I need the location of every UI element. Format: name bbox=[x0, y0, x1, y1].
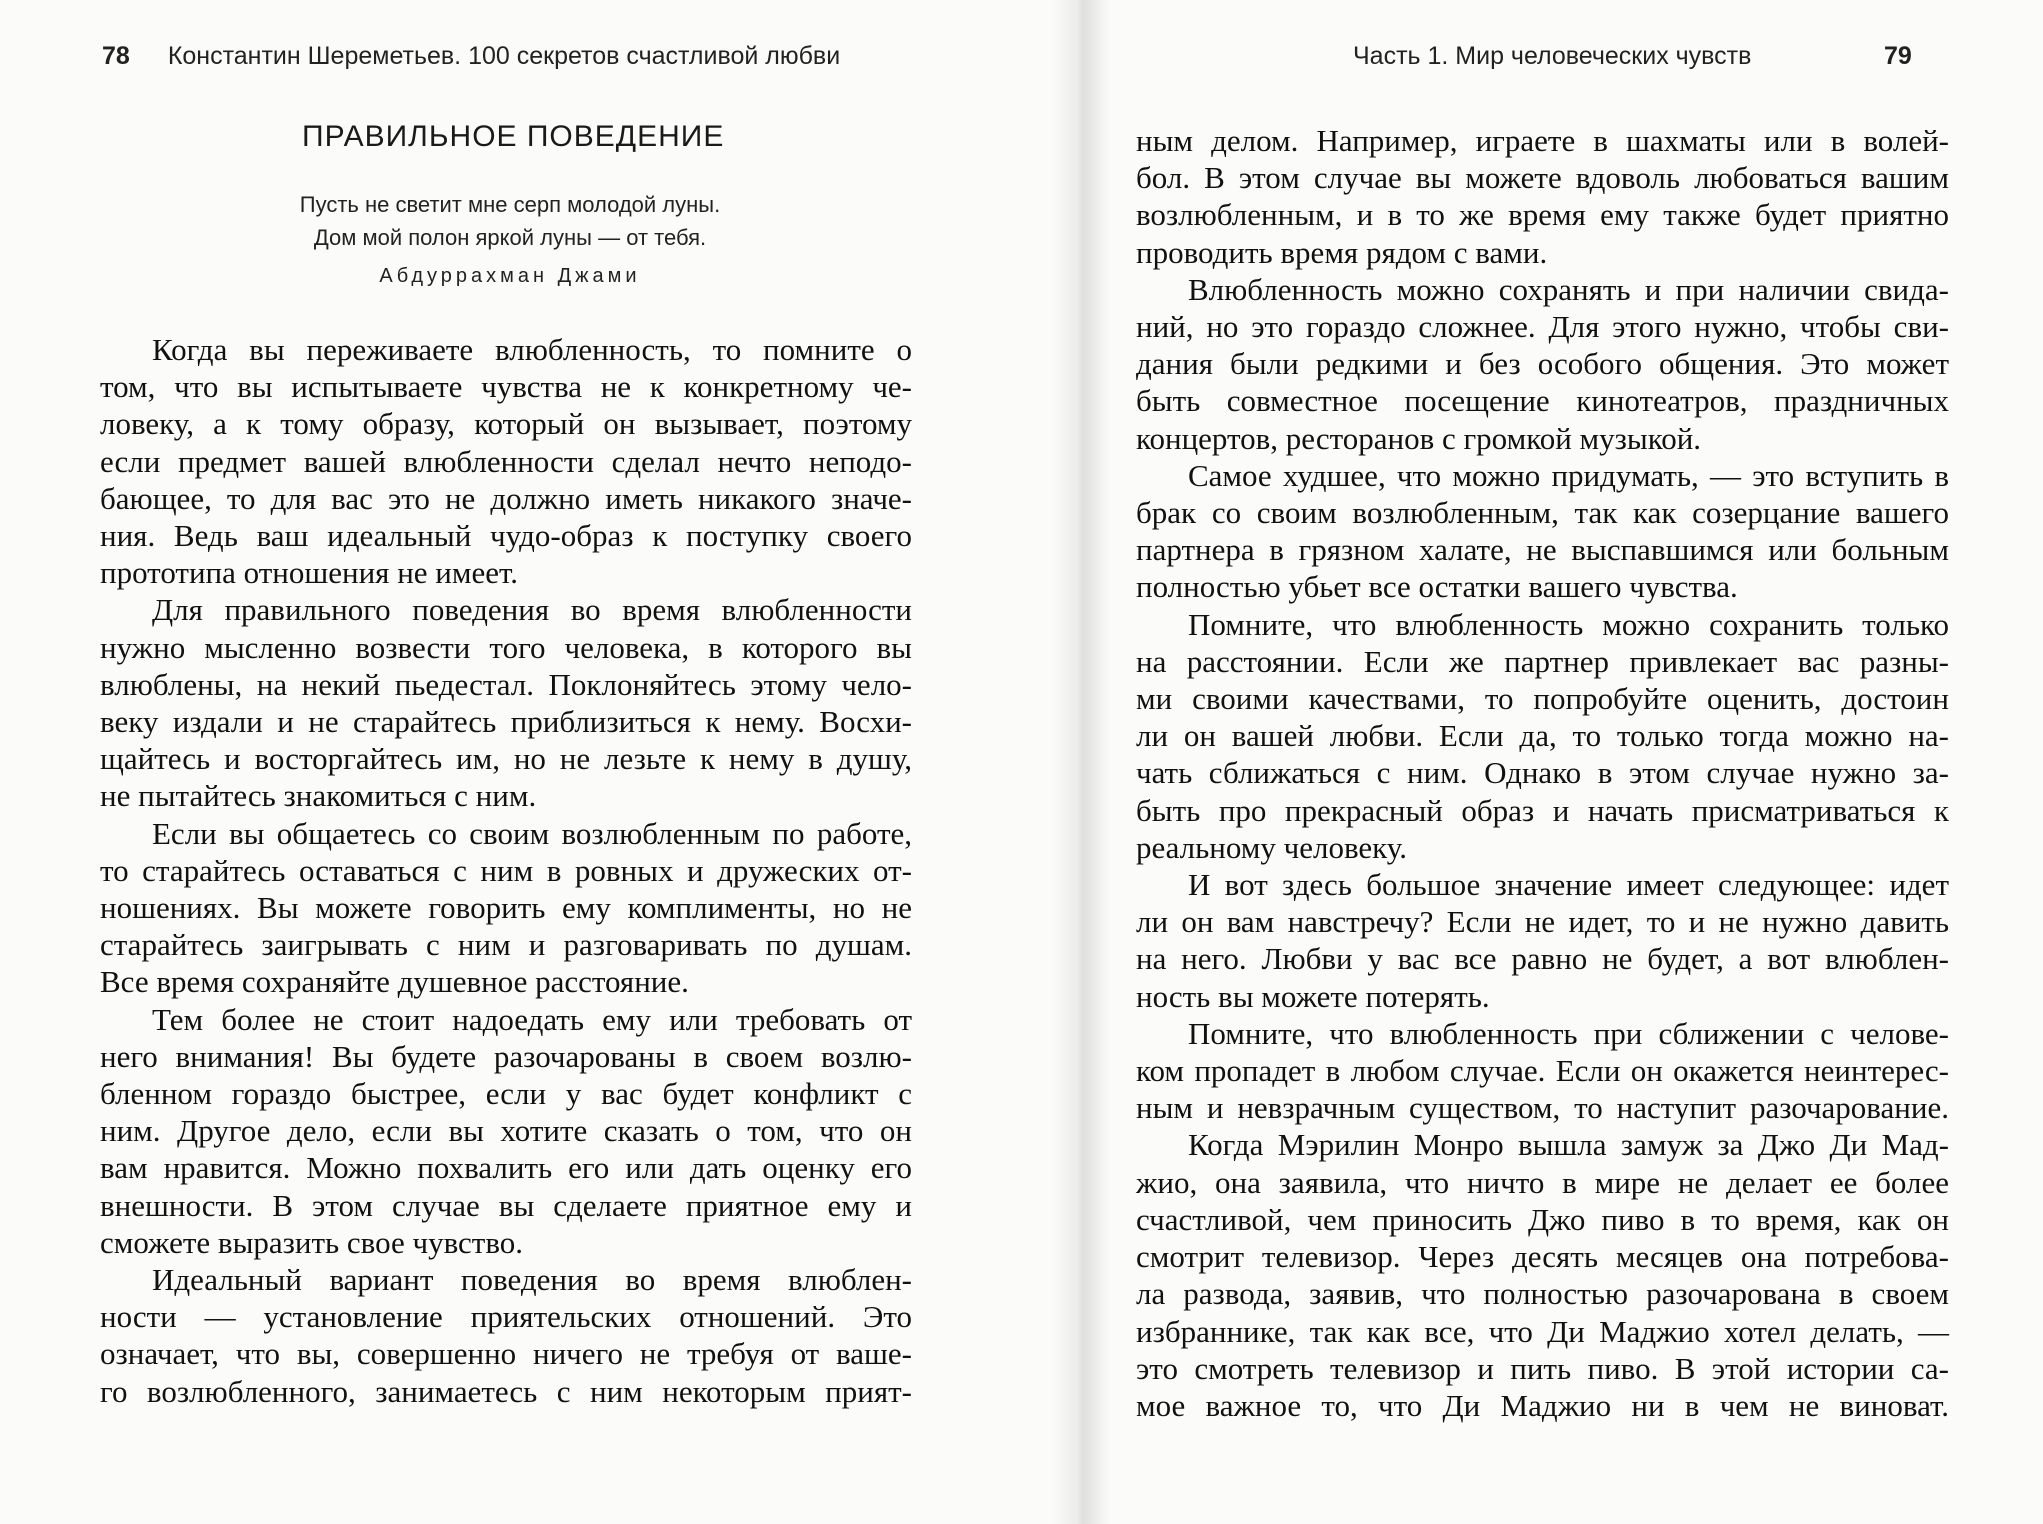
left-body-text bbox=[100, 331, 912, 1410]
text-line: то старайтесь оставаться с ним в ровных и дружеских от- bbox=[100, 852, 912, 888]
text-line: быть совместное посещение кинотеатров, праздничных bbox=[1136, 383, 1949, 419]
text-line: жио, она заявила, что ничто в мире не делает ее более bbox=[1136, 1164, 1949, 1200]
section-title: ПРАВИЛЬНОЕ ПОВЕДЕНИЕ bbox=[302, 120, 725, 153]
text-line: ком пропадет в любом случае. Если он окажется неинтерес- bbox=[1136, 1053, 1949, 1089]
text-line: бленном гораздо быстрее, если у вас будет конфликт с bbox=[100, 1076, 912, 1112]
text-line: Идеальный вариант поведения во время влюблен- bbox=[152, 1262, 912, 1298]
text-line: щайтесь и восторгайтесь им, но не лезьте к нему в душу, bbox=[100, 741, 912, 777]
text-line: означает, что вы, совершенно ничего не требуя от ваше- bbox=[100, 1336, 912, 1372]
text-line: чать сближаться с ним. Однако в этом случае нужно за- bbox=[1136, 755, 1949, 791]
text-line: смотрит телевизор. Через десять месяцев она потребова- bbox=[1136, 1239, 1949, 1275]
text-line: том, что вы испытываете чувства не к конкретному че- bbox=[100, 369, 912, 405]
text-line: мое важное то, что Ди Маджио ни в чем не виноват. bbox=[1136, 1387, 1949, 1423]
text-line: влюблены, на некий пьедестал. Поклоняйтесь этому чело- bbox=[100, 666, 912, 702]
text-line: нужно мысленно возвести того человека, в которого вы bbox=[100, 629, 912, 665]
text-line: счастливой, чем приносить Джо пиво в то время, как он bbox=[1136, 1201, 1949, 1237]
text-line: дания были редкими и без особого общения. Это может bbox=[1136, 346, 1949, 382]
text-line: ния. Ведь ваш идеальный чудо-образ к поступку своего bbox=[100, 518, 912, 554]
text-line: на него. Любви у вас все равно не будет, а вот влюблен- bbox=[1136, 941, 1949, 977]
epigraph bbox=[230, 188, 790, 293]
text-line: концертов, ресторанов с громкой музыкой. bbox=[1136, 420, 1702, 456]
text-line: ловеку, а к тому образу, который он вызывает, поэтому bbox=[100, 406, 912, 442]
epigraph-line-2: Дом мой полон яркой луны — от тебя. bbox=[313, 225, 707, 250]
text-line: партнера в грязном халате, не выспавшимся или больным bbox=[1136, 532, 1949, 568]
text-line: ли он вашей любви. Если да, то только тогда можно на- bbox=[1136, 718, 1949, 754]
text-line: ми своими качествами, то попробуйте оценить, достоин bbox=[1136, 681, 1949, 717]
epigraph-author: Абдуррахман Джами bbox=[379, 265, 641, 287]
text-line: бол. В этом случае вы можете вдоволь любоваться вашим bbox=[1136, 160, 1949, 196]
text-line: ла развода, заявив, что полностью разочарована в своем bbox=[1136, 1276, 1949, 1312]
left-page-number: 78 bbox=[102, 42, 130, 70]
text-line: ным и невзрачным существом, то наступит разочарование. bbox=[1136, 1090, 1949, 1126]
text-line: Помните, что влюбленность можно сохранить только bbox=[1188, 606, 1949, 642]
right-body-text bbox=[1136, 122, 1949, 1424]
text-line: брак со своим возлюбленным, так как созерцание вашего bbox=[1136, 495, 1949, 531]
text-line: если предмет вашей влюбленности сделал нечто неподо- bbox=[100, 443, 912, 479]
text-line: Когда Мэрилин Монро вышла замуж за Джо Ди Мад- bbox=[1188, 1127, 1949, 1163]
text-line: проводить время рядом с вами. bbox=[1136, 234, 1548, 270]
epigraph-line-1: Пусть не светит мне серп молодой луны. bbox=[299, 192, 721, 217]
text-line: на расстоянии. Если же партнер привлекает вас разны- bbox=[1136, 643, 1949, 679]
text-line: вам нравится. Можно похвалить его или дать оценку его bbox=[100, 1150, 912, 1186]
text-line: ним. Другое дело, если вы хотите сказать о том, что он bbox=[100, 1113, 912, 1149]
text-line: реальному человеку. bbox=[1136, 829, 1407, 865]
text-line: ли он вам навстречу? Если не идет, то и не нужно давить bbox=[1136, 904, 1949, 940]
text-line: не пытайтесь знакомиться с ним. bbox=[100, 778, 537, 814]
text-line: возлюбленным, и в то же время ему также будет приятно bbox=[1136, 197, 1949, 233]
text-line: Когда вы переживаете влюбленность, то помните о bbox=[152, 332, 912, 367]
text-line: него внимания! Вы будете разочарованы в своем возлю- bbox=[100, 1038, 912, 1074]
text-line: это смотреть телевизор и пить пиво. В этой истории са- bbox=[1136, 1350, 1949, 1386]
text-line: быть про прекрасный образ и начать присматриваться к bbox=[1136, 792, 1949, 828]
text-line: ность вы можете потерять. bbox=[1136, 978, 1490, 1014]
text-line: И вот здесь большое значение имеет следующее: идет bbox=[1188, 867, 1949, 903]
left-running-head bbox=[102, 42, 840, 71]
text-line: ношениях. Вы можете говорить ему комплименты, но не bbox=[100, 890, 912, 926]
text-line: Влюбленность можно сохранять и при наличии свида- bbox=[1188, 271, 1949, 307]
text-line: внешности. В этом случае вы сделаете приятное ему и bbox=[100, 1187, 912, 1223]
text-line: избраннике, так как все, что Ди Маджио хотел делать, — bbox=[1136, 1313, 1949, 1349]
text-line: полностью убьет все остатки вашего чувства. bbox=[1136, 569, 1738, 605]
text-line: прототипа отношения не имеет. bbox=[100, 555, 518, 591]
right-running-head bbox=[1884, 42, 1912, 71]
text-line: го возлюбленного, занимаетесь с ним некоторым прият- bbox=[100, 1373, 912, 1409]
text-line: ний, но это гораздо сложнее. Для этого нужно, чтобы сви- bbox=[1136, 309, 1949, 345]
text-line: Тем более не стоит надоедать ему или требовать от bbox=[152, 1001, 912, 1037]
text-line: Для правильного поведения во время влюбленности bbox=[152, 592, 912, 628]
text-line: сможете выразить свое чувство. bbox=[100, 1224, 524, 1260]
text-line: бающее, то для вас это не должно иметь никакого значе- bbox=[100, 480, 912, 516]
text-line: старайтесь заигрывать с ним и разговаривать по душам. bbox=[100, 927, 912, 963]
text-line: ности — установление приятельских отношений. Это bbox=[100, 1299, 912, 1335]
text-line: Помните, что влюбленность при сближении с челове- bbox=[1188, 1015, 1949, 1051]
text-line: Если вы общаетесь со своим возлюбленным по работе, bbox=[152, 815, 912, 851]
text-line: ным делом. Например, играете в шахматы или в волей- bbox=[1136, 123, 1949, 158]
text-line: Все время сохраняйте душевное расстояние. bbox=[100, 964, 689, 1000]
right-running-head-text: Часть 1. Мир человеческих чувств bbox=[1353, 42, 1752, 70]
right-page-number: 79 bbox=[1884, 42, 1912, 70]
text-line: Самое худшее, что можно придумать, — это вступить в bbox=[1188, 457, 1949, 493]
right-page bbox=[1080, 0, 2043, 1524]
left-running-head-text: Константин Шереметьев. 100 секретов счастливой любви bbox=[167, 42, 841, 70]
text-line: веку издали и не старайтесь приблизиться к нему. Восхи- bbox=[100, 704, 912, 740]
